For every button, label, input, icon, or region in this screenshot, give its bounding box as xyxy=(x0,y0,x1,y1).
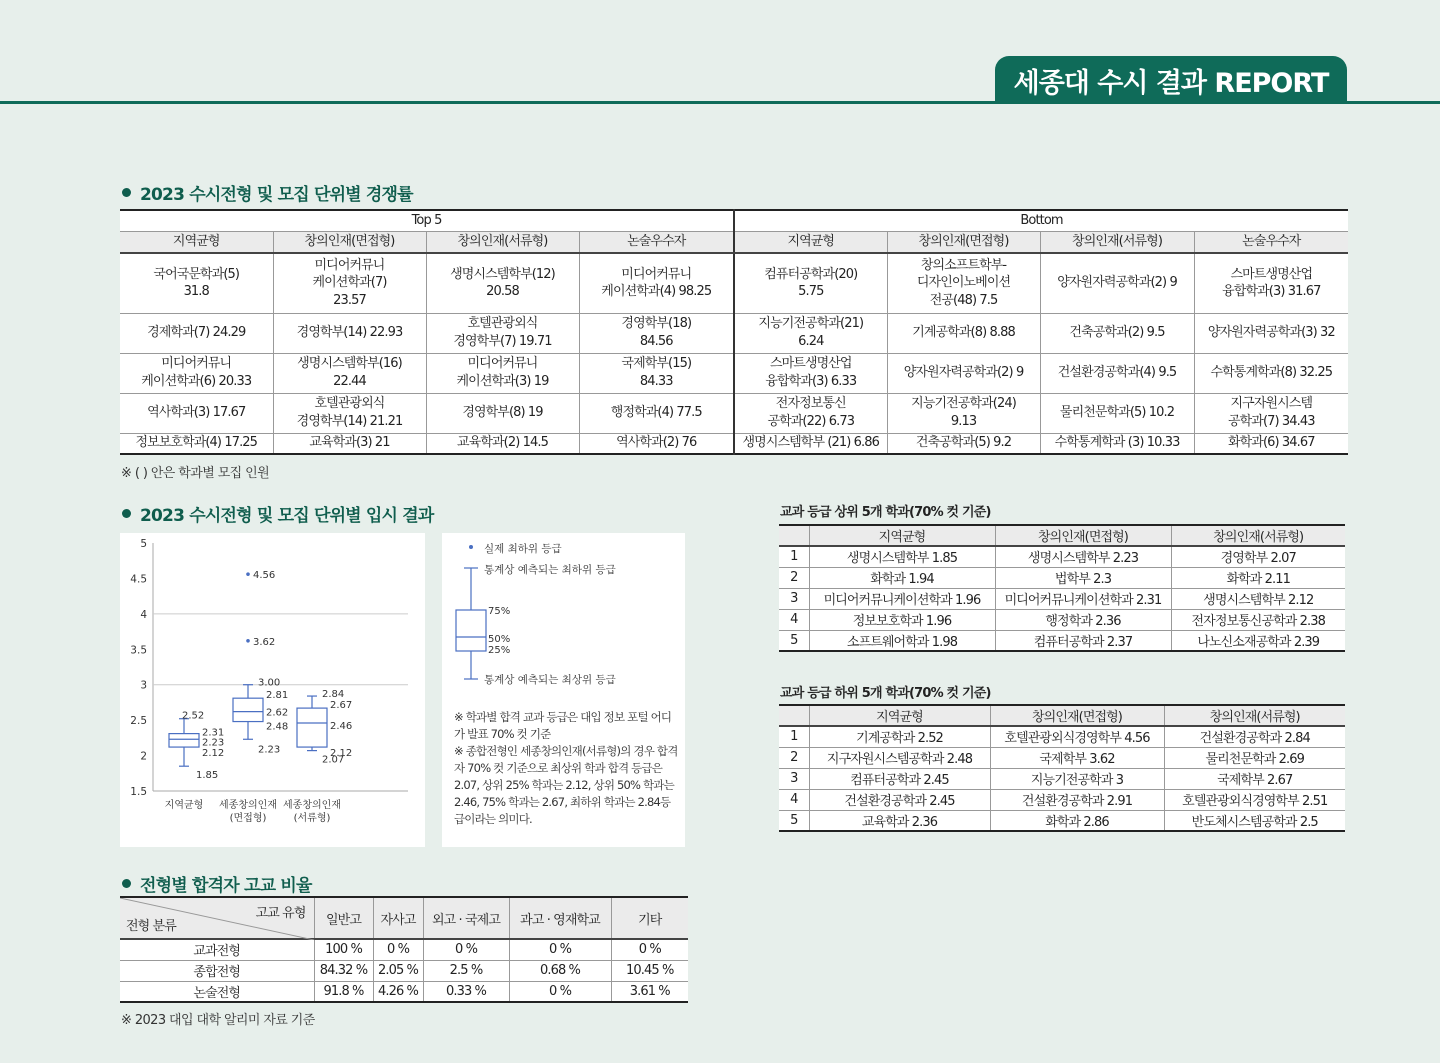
column-header: 창의인재(면접형) xyxy=(990,705,1164,726)
column-header: 자사고 xyxy=(373,897,423,939)
table-cell: 미디어커뮤니케이션학과 1.96 xyxy=(809,588,995,609)
legend-box xyxy=(456,610,486,651)
table-cell: 물리천문학과(5) 10.2 xyxy=(1040,393,1194,433)
table-cell: 컴퓨터공학과(20) 5.75 xyxy=(734,253,887,313)
table-cell: 생명시스템학부 2.23 xyxy=(995,546,1171,567)
top5-group-header: Top 5 xyxy=(120,210,734,231)
table-cell: 미디어커뮤니 케이션학과(6) 20.33 xyxy=(120,353,273,393)
table-cell: 건축공학과(5) 9.2 xyxy=(887,433,1040,454)
bottom5-caption: 교과 등급 하위 5개 학과(70% 컷 기준) xyxy=(780,686,991,701)
table-cell: 기계공학과(8) 8.88 xyxy=(887,313,1040,353)
table-cell: 교육학과(2) 14.5 xyxy=(426,433,579,454)
table-cell: 84.32 % xyxy=(314,960,373,981)
table-cell: 호텔관광외식 경영학부(14) 21.21 xyxy=(273,393,426,433)
legend-p25: 25% xyxy=(488,645,511,656)
table-row xyxy=(779,747,1345,768)
table-cell: 3.61 % xyxy=(611,981,688,1002)
outlier-label: 3.62 xyxy=(253,636,276,648)
box-iqr xyxy=(233,698,263,721)
legend-p50: 50% xyxy=(488,634,511,645)
rank-number: 1 xyxy=(779,546,809,567)
table-row xyxy=(120,353,1348,393)
table-cell: 0 % xyxy=(423,939,509,960)
x-category-label: 세종창의인재 xyxy=(283,800,341,811)
boxplot-chart xyxy=(120,533,425,847)
table-cell: 수학통계학과(8) 32.25 xyxy=(1194,353,1348,393)
table-cell: 기계공학과 2.52 xyxy=(809,726,990,747)
value-label: 2.31 xyxy=(202,727,225,739)
value-label: 2.67 xyxy=(330,700,353,712)
table-cell: 화학과(6) 34.67 xyxy=(1194,433,1348,454)
table-cell: 생명시스템학부(16) 22.44 xyxy=(273,353,426,393)
legend-panel xyxy=(442,533,685,847)
table-cell: 미디어커뮤니 케이션학과(4) 98.25 xyxy=(579,253,734,313)
boxplot-panel xyxy=(120,533,425,847)
outlier-point xyxy=(246,639,250,643)
table-cell: 0.68 % xyxy=(509,960,611,981)
table-cell: 건설환경공학과 2.45 xyxy=(809,789,990,810)
table-cell: 전자정보통신공학과 2.38 xyxy=(1171,609,1345,630)
table-cell: 경영학부 2.07 xyxy=(1171,546,1345,567)
table-cell: 반도체시스템공학과 2.5 xyxy=(1164,810,1345,831)
table-cell: 법학부 2.3 xyxy=(995,567,1171,588)
table-row xyxy=(779,546,1345,567)
ratio-section-title xyxy=(122,871,312,896)
column-header: 창의인재(면접형) xyxy=(273,231,426,253)
ratio-note: ※ 2023 대입 대학 알리미 자료 기준 xyxy=(121,1013,315,1028)
y-tick-label: 2.5 xyxy=(130,715,147,728)
column-header: 창의인재(서류형) xyxy=(1040,231,1194,253)
box-iqr xyxy=(297,708,327,747)
value-label: 2.12 xyxy=(202,748,225,760)
table-cell: 2.05 % xyxy=(373,960,423,981)
table-cell: 전자정보통신 공학과(22) 6.73 xyxy=(734,393,887,433)
table-cell: 지능기전공학과(21) 6.24 xyxy=(734,313,887,353)
table-cell: 행정학과(4) 77.5 xyxy=(579,393,734,433)
table-cell: 지구자원시스템 공학과(7) 34.43 xyxy=(1194,393,1348,433)
box-iqr xyxy=(169,734,199,747)
table-cell: 0 % xyxy=(373,939,423,960)
rank-number: 4 xyxy=(779,609,809,630)
table-row xyxy=(120,939,688,960)
value-label: 2.07 xyxy=(322,754,345,766)
table-row xyxy=(120,313,1348,353)
rank-number: 5 xyxy=(779,630,809,651)
ratio-title-text: 전형별 합격자 고교 비율 xyxy=(140,876,312,896)
y-tick-label: 5 xyxy=(140,538,147,550)
column-header: 창의인재(면접형) xyxy=(995,525,1171,546)
value-label: 3.00 xyxy=(258,677,281,689)
y-tick-label: 2 xyxy=(140,750,147,763)
table-cell: 0 % xyxy=(509,939,611,960)
column-header xyxy=(779,525,809,546)
outlier-dot-icon xyxy=(469,545,473,549)
table-cell: 지능기전공학과(24) 9.13 xyxy=(887,393,1040,433)
column-header: 일반고 xyxy=(314,897,373,939)
rank-number: 2 xyxy=(779,747,809,768)
rank-number: 4 xyxy=(779,789,809,810)
row-label: 종합전형 xyxy=(120,960,314,981)
table-cell: 컴퓨터공학과 2.37 xyxy=(995,630,1171,651)
x-category-label: (면접형) xyxy=(229,813,267,824)
outlier-label: 4.56 xyxy=(253,570,276,582)
rank-number: 1 xyxy=(779,726,809,747)
value-label: 2.48 xyxy=(266,721,289,733)
table-cell: 경제학과(7) 24.29 xyxy=(120,313,273,353)
top5-table xyxy=(779,524,1345,652)
table-cell: 100 % xyxy=(314,939,373,960)
column-header: 외고 · 국제고 xyxy=(423,897,509,939)
legend-diagram xyxy=(442,533,685,703)
legend-stat-max: 통계상 예측되는 최상위 등급 xyxy=(484,674,616,686)
table-cell: 건설환경공학과 2.84 xyxy=(1164,726,1345,747)
table-cell: 나노신소재공학과 2.39 xyxy=(1171,630,1345,651)
table-cell: 0.33 % xyxy=(423,981,509,1002)
bottom5-table xyxy=(779,704,1345,832)
table-row xyxy=(779,609,1345,630)
table-row xyxy=(120,253,1348,313)
table-row xyxy=(779,810,1345,831)
results-section-title xyxy=(122,501,434,526)
table-cell: 건축공학과(2) 9.5 xyxy=(1040,313,1194,353)
table-cell: 미디어커뮤니 케이션학과(7) 23.57 xyxy=(273,253,426,313)
table-cell: 스마트생명산업 융합학과(3) 31.67 xyxy=(1194,253,1348,313)
table-cell: 정보보호학과(4) 17.25 xyxy=(120,433,273,454)
value-label: 2.52 xyxy=(182,710,205,722)
legend-p75: 75% xyxy=(488,606,511,617)
row-label: 교과전형 xyxy=(120,939,314,960)
table-cell: 생명시스템학부 1.85 xyxy=(809,546,995,567)
column-header: 논술우수자 xyxy=(1194,231,1348,253)
corner-top-label: 고교 유형 xyxy=(255,906,306,921)
value-label: 2.23 xyxy=(202,737,225,749)
table-cell: 10.45 % xyxy=(611,960,688,981)
table-cell: 경영학부(14) 22.93 xyxy=(273,313,426,353)
table-cell: 화학과 1.94 xyxy=(809,567,995,588)
column-header: 과고 · 영재학교 xyxy=(509,897,611,939)
table-cell: 경영학부(18) 84.56 xyxy=(579,313,734,353)
outlier-point xyxy=(246,572,250,576)
table-cell: 2.5 % xyxy=(423,960,509,981)
table-cell: 생명시스템학부 2.12 xyxy=(1171,588,1345,609)
table-row xyxy=(120,981,688,1002)
column-header: 창의인재(서류형) xyxy=(1164,705,1345,726)
table-cell: 수학통계학과 (3) 10.33 xyxy=(1040,433,1194,454)
corner-bottom-label: 전형 분류 xyxy=(126,919,176,934)
table-row xyxy=(120,960,688,981)
value-label: 2.81 xyxy=(266,690,289,702)
column-header xyxy=(779,705,809,726)
table-cell: 국제학부(15) 84.33 xyxy=(579,353,734,393)
value-label: 1.85 xyxy=(196,770,219,782)
y-tick-label: 3 xyxy=(140,679,147,692)
table-row xyxy=(120,433,1348,454)
competition-table xyxy=(120,209,1348,455)
table-cell: 미디어커뮤니케이션학과 2.31 xyxy=(995,588,1171,609)
table-cell: 생명시스템학부 (21) 6.86 xyxy=(734,433,887,454)
column-header: 창의인재(면접형) xyxy=(887,231,1040,253)
legend-note: ※ 학과별 합격 교과 등급은 대입 정보 포털 어디가 발표 70% 컷 기준 ※ 종합전형인 세종창의인재(서류형)의 경우 합격자 70% 컷 기준으로 최상위 학과 합격 등급은 2.07, 상위 25% 학과는 2.12, 상위 50% 학과는 2.46, 75% 학과는 2.67, 최하위 학과는 2.84등급이라는 의미다. xyxy=(454,710,678,826)
table-cell: 경영학부(8) 19 xyxy=(426,393,579,433)
table-cell: 소프트웨어학과 1.98 xyxy=(809,630,995,651)
y-tick-label: 3.5 xyxy=(130,644,147,657)
table-cell: 호텔관광외식경영학부 4.56 xyxy=(990,726,1164,747)
table-cell: 양자원자력공학과(2) 9 xyxy=(1040,253,1194,313)
table-cell: 스마트생명산업 융합학과(3) 6.33 xyxy=(734,353,887,393)
table-row xyxy=(120,393,1348,433)
table-cell: 정보보호학과 1.96 xyxy=(809,609,995,630)
column-header: 창의인재(서류형) xyxy=(1171,525,1345,546)
ratio-corner-header xyxy=(120,897,314,939)
y-tick-label: 4 xyxy=(140,608,147,621)
table-cell: 건설환경공학과 2.91 xyxy=(990,789,1164,810)
table-cell: 역사학과(3) 17.67 xyxy=(120,393,273,433)
column-header: 창의인재(서류형) xyxy=(426,231,579,253)
value-label: 2.62 xyxy=(266,707,289,719)
column-header: 지역균형 xyxy=(734,231,887,253)
table-cell: 국제학부 2.67 xyxy=(1164,768,1345,789)
y-tick-label: 4.5 xyxy=(130,573,147,586)
column-header: 논술우수자 xyxy=(579,231,734,253)
table-cell: 0 % xyxy=(611,939,688,960)
table-cell: 건설환경공학과(4) 9.5 xyxy=(1040,353,1194,393)
competition-title-text: 2023 수시전형 및 모집 단위별 경쟁률 xyxy=(140,185,413,205)
competition-note: ※ ( ) 안은 학과별 모집 인원 xyxy=(121,466,270,481)
table-cell: 국어국문학과(5) 31.8 xyxy=(120,253,273,313)
rank-number: 2 xyxy=(779,567,809,588)
x-category-label: 세종창의인재 xyxy=(219,800,277,811)
table-cell: 행정학과 2.36 xyxy=(995,609,1171,630)
table-cell: 91.8 % xyxy=(314,981,373,1002)
table-cell: 미디어커뮤니 케이션학과(3) 19 xyxy=(426,353,579,393)
table-cell: 교육학과 2.36 xyxy=(809,810,990,831)
table-cell: 화학과 2.86 xyxy=(990,810,1164,831)
rank-number: 3 xyxy=(779,768,809,789)
column-header: 지역균형 xyxy=(120,231,273,253)
top5-caption: 교과 등급 상위 5개 학과(70% 컷 기준) xyxy=(780,505,991,520)
x-category-label: (서류형) xyxy=(293,813,331,824)
row-label: 논술전형 xyxy=(120,981,314,1002)
table-cell: 화학과 2.11 xyxy=(1171,567,1345,588)
table-row xyxy=(779,726,1345,747)
bullet-icon xyxy=(122,188,131,197)
table-cell: 생명시스템학부(12) 20.58 xyxy=(426,253,579,313)
competition-section-title xyxy=(122,180,413,205)
results-title-text: 2023 수시전형 및 모집 단위별 입시 결과 xyxy=(140,506,434,526)
table-cell: 국제학부 3.62 xyxy=(990,747,1164,768)
value-label: 2.84 xyxy=(322,689,345,701)
bullet-icon xyxy=(122,509,131,518)
table-row xyxy=(779,567,1345,588)
table-cell: 양자원자력공학과(2) 9 xyxy=(887,353,1040,393)
legend-actual-min: 실제 최하위 등급 xyxy=(484,543,562,555)
table-cell: 호텔관광외식경영학부 2.51 xyxy=(1164,789,1345,810)
table-cell: 물리천문학과 2.69 xyxy=(1164,747,1345,768)
value-label: 2.23 xyxy=(258,744,281,756)
report-title-tab: 세종대 수시 결과 REPORT xyxy=(995,56,1347,104)
table-row xyxy=(779,630,1345,651)
x-category-label: 지역균형 xyxy=(164,800,204,811)
table-cell: 컴퓨터공학과 2.45 xyxy=(809,768,990,789)
table-cell: 역사학과(2) 76 xyxy=(579,433,734,454)
bullet-icon xyxy=(122,879,131,888)
table-cell: 지능기전공학과 3 xyxy=(990,768,1164,789)
table-cell: 양자원자력공학과(3) 32 xyxy=(1194,313,1348,353)
table-cell: 4.26 % xyxy=(373,981,423,1002)
table-row xyxy=(779,588,1345,609)
value-label: 2.12 xyxy=(330,748,353,760)
column-header: 지역균형 xyxy=(809,705,990,726)
column-header: 지역균형 xyxy=(809,525,995,546)
table-row xyxy=(779,768,1345,789)
column-header: 기타 xyxy=(611,897,688,939)
y-tick-label: 1.5 xyxy=(130,786,147,798)
table-cell: 교육학과(3) 21 xyxy=(273,433,426,454)
bottom-group-header: Bottom xyxy=(734,210,1348,231)
table-cell: 지구자원시스템공학과 2.48 xyxy=(809,747,990,768)
table-row xyxy=(779,789,1345,810)
ratio-table xyxy=(120,896,688,1003)
table-cell: 호텔관광외식 경영학부(7) 19.71 xyxy=(426,313,579,353)
value-label: 2.46 xyxy=(330,720,353,732)
table-cell: 창의소프트학부- 디자인이노베이션 전공(48) 7.5 xyxy=(887,253,1040,313)
table-cell: 0 % xyxy=(509,981,611,1002)
legend-stat-min: 통계상 예측되는 최하위 등급 xyxy=(484,564,616,576)
rank-number: 3 xyxy=(779,588,809,609)
rank-number: 5 xyxy=(779,810,809,831)
